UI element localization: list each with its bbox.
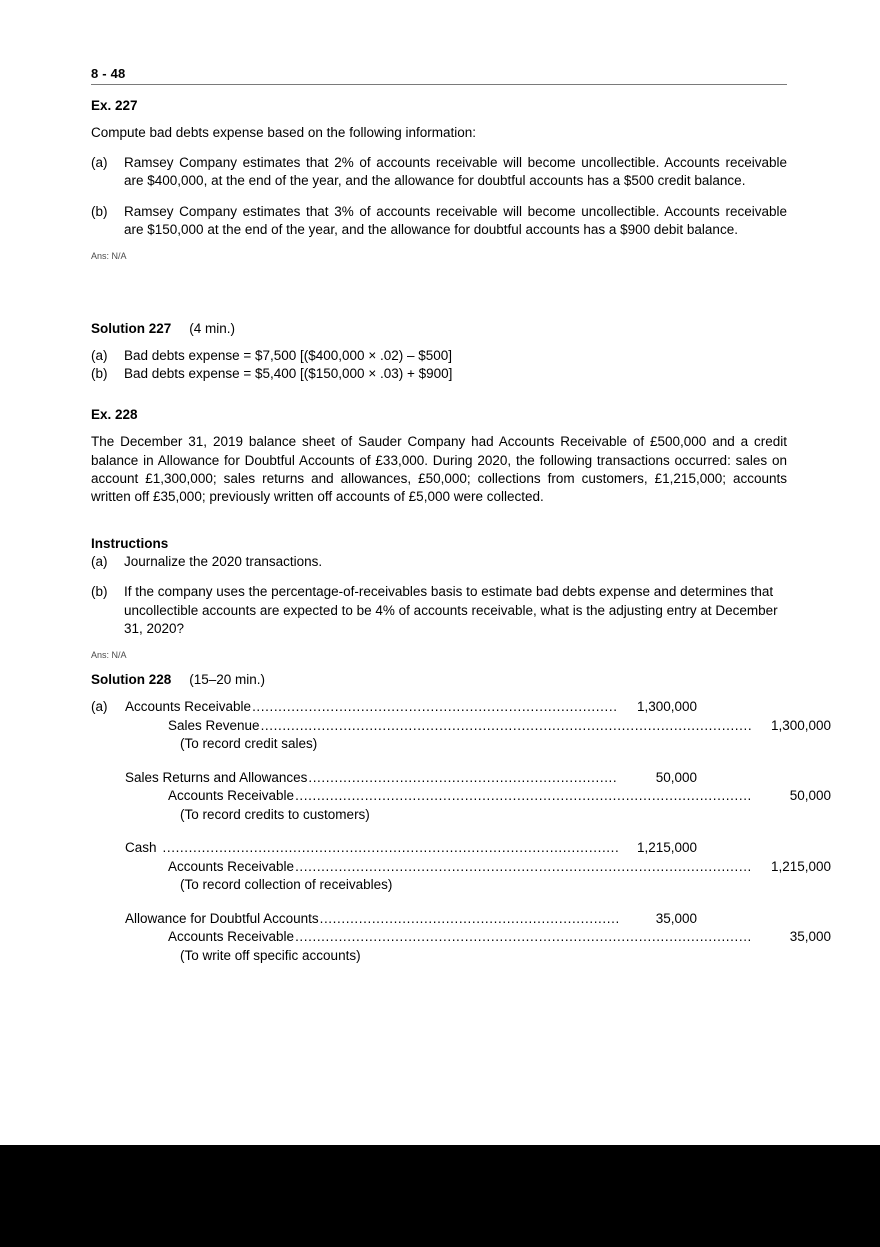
exercise-227-title: Ex. 227: [91, 98, 138, 113]
journal-credit-row: [91, 858, 831, 877]
item-text: Ramsey Company estimates that 2% of accounts receivable will become uncollectible. Accounts receivable are $400,000, at the end of the year, and the allowance for doubtful accounts has a $500 credit balance.: [124, 155, 787, 189]
item-text: If the company uses the percentage-of-receivables basis to estimate bad debts expense and determines that uncollectible accounts are expected to be 4% of accounts receivable, what is the adjusting entry at December 31, 2020?: [124, 584, 778, 636]
solution-228-heading: [91, 672, 787, 687]
exercise-228-answer-note: Ans: N/A: [91, 650, 127, 661]
vertical-spacer: [91, 660, 787, 672]
solution-227-line-b: [91, 365, 787, 383]
instructions-item-b: [91, 583, 787, 638]
page-number-header: 8 - 48: [91, 66, 126, 81]
item-marker: (b): [91, 584, 108, 600]
item-marker: (a): [91, 155, 108, 171]
page-bottom-black-bar: [0, 1145, 880, 1247]
dot-leader: [163, 839, 618, 858]
credit-amount: 1,300,000: [770, 717, 831, 733]
part-marker: (a): [91, 699, 108, 715]
credit-account-name: Accounts Receivable: [168, 929, 295, 945]
credit-account-name: Accounts Receivable: [168, 858, 295, 874]
instructions-item-a: [91, 553, 787, 571]
exercise-227-item-a: [91, 154, 787, 190]
dot-leader: [295, 928, 752, 947]
dot-leader: [320, 910, 618, 929]
item-text: Journalize the 2020 transactions.: [124, 554, 323, 570]
instructions-title: Instructions: [91, 536, 169, 552]
dot-leader: [295, 858, 752, 877]
journal-memo: (To record collection of receivables): [180, 877, 393, 893]
credit-amount: 50,000: [789, 788, 831, 804]
journal-credit-row: [91, 717, 831, 736]
journal-memo: (To write off specific accounts): [180, 947, 361, 963]
exercise-228-title: Ex. 228: [91, 407, 138, 423]
dot-leader: [252, 698, 618, 717]
debit-account-name: Cash: [125, 840, 157, 856]
journal-entry: [91, 910, 831, 966]
solution-227-line-a: [91, 347, 787, 365]
exercise-228-paragraph: The December 31, 2019 balance sheet of Sauder Company had Accounts Receivable of £500,000 and a credit balance in Allowance for Doubtful Accounts of £33,000. During 2020, the following transactions occurred: sales on account £1,300,000; sales returns and allowances, £50,000; collections from customers, £1,215,000; accounts written off £35,000; previously written off accounts of £5,000 were collected.: [91, 434, 787, 505]
debit-account-name: Allowance for Doubtful Accounts: [125, 910, 319, 926]
item-marker: (a): [91, 554, 108, 570]
journal-memo: (To record credits to customers): [180, 806, 370, 822]
journal-debit-row: [91, 839, 697, 858]
item-marker: (a): [91, 348, 108, 364]
solution-227-label: Solution 227: [91, 321, 172, 337]
exercise-227-prompt: Compute bad debts expense based on the following information:: [91, 125, 477, 140]
journal-memo: (To record credit sales): [180, 736, 318, 752]
item-text: Bad debts expense = $7,500 [($400,000 × .02) – $500]: [124, 348, 453, 364]
journal-entry: [91, 698, 831, 754]
page-content: [91, 66, 831, 980]
journal-debit-row: [91, 910, 697, 929]
credit-amount: 1,215,000: [770, 858, 831, 874]
journal-debit-row: [91, 698, 697, 717]
item-text: Bad debts expense = $5,400 [($150,000 × .03) + $900]: [124, 366, 453, 382]
exercise-227-item-b: [91, 203, 787, 239]
credit-account-name: Sales Revenue: [168, 717, 260, 733]
item-marker: (b): [91, 203, 108, 219]
dot-leader: [308, 769, 618, 788]
item-text: Ramsey Company estimates that 3% of accounts receivable will become uncollectible. Accounts receivable are $150,000 at the end of the year, and the allowance for doubtful accounts has a $900 debit balance.: [124, 203, 787, 237]
journal-credit-row: [91, 787, 831, 806]
item-marker: (b): [91, 366, 108, 382]
solution-228-label: Solution 228: [91, 672, 172, 688]
debit-amount: 1,215,000: [636, 840, 697, 856]
debit-account-name: Sales Returns and Allowances: [125, 769, 308, 785]
journal-credit-row: [91, 928, 831, 947]
debit-amount: 35,000: [655, 910, 697, 926]
journal-entry: [91, 769, 831, 825]
vertical-spacer: [91, 395, 787, 407]
header-divider: [91, 84, 787, 85]
dot-leader: [261, 717, 752, 736]
solution-228-time: (15–20 min.): [189, 672, 266, 688]
credit-account-name: Accounts Receivable: [168, 788, 295, 804]
credit-amount: 35,000: [789, 929, 831, 945]
debit-amount: 1,300,000: [636, 699, 697, 715]
journal-debit-row: [91, 769, 697, 788]
debit-amount: 50,000: [655, 769, 697, 785]
debit-account-name: Accounts Receivable: [125, 699, 252, 715]
solution-227-heading: [91, 321, 787, 336]
vertical-spacer: [91, 261, 787, 321]
exercise-227-answer-note: Ans: N/A: [91, 251, 127, 262]
journal-entry: [91, 839, 831, 895]
vertical-spacer: [91, 518, 787, 536]
journal-entries: [91, 698, 831, 965]
solution-227-time: (4 min.): [189, 321, 236, 337]
dot-leader: [295, 787, 752, 806]
